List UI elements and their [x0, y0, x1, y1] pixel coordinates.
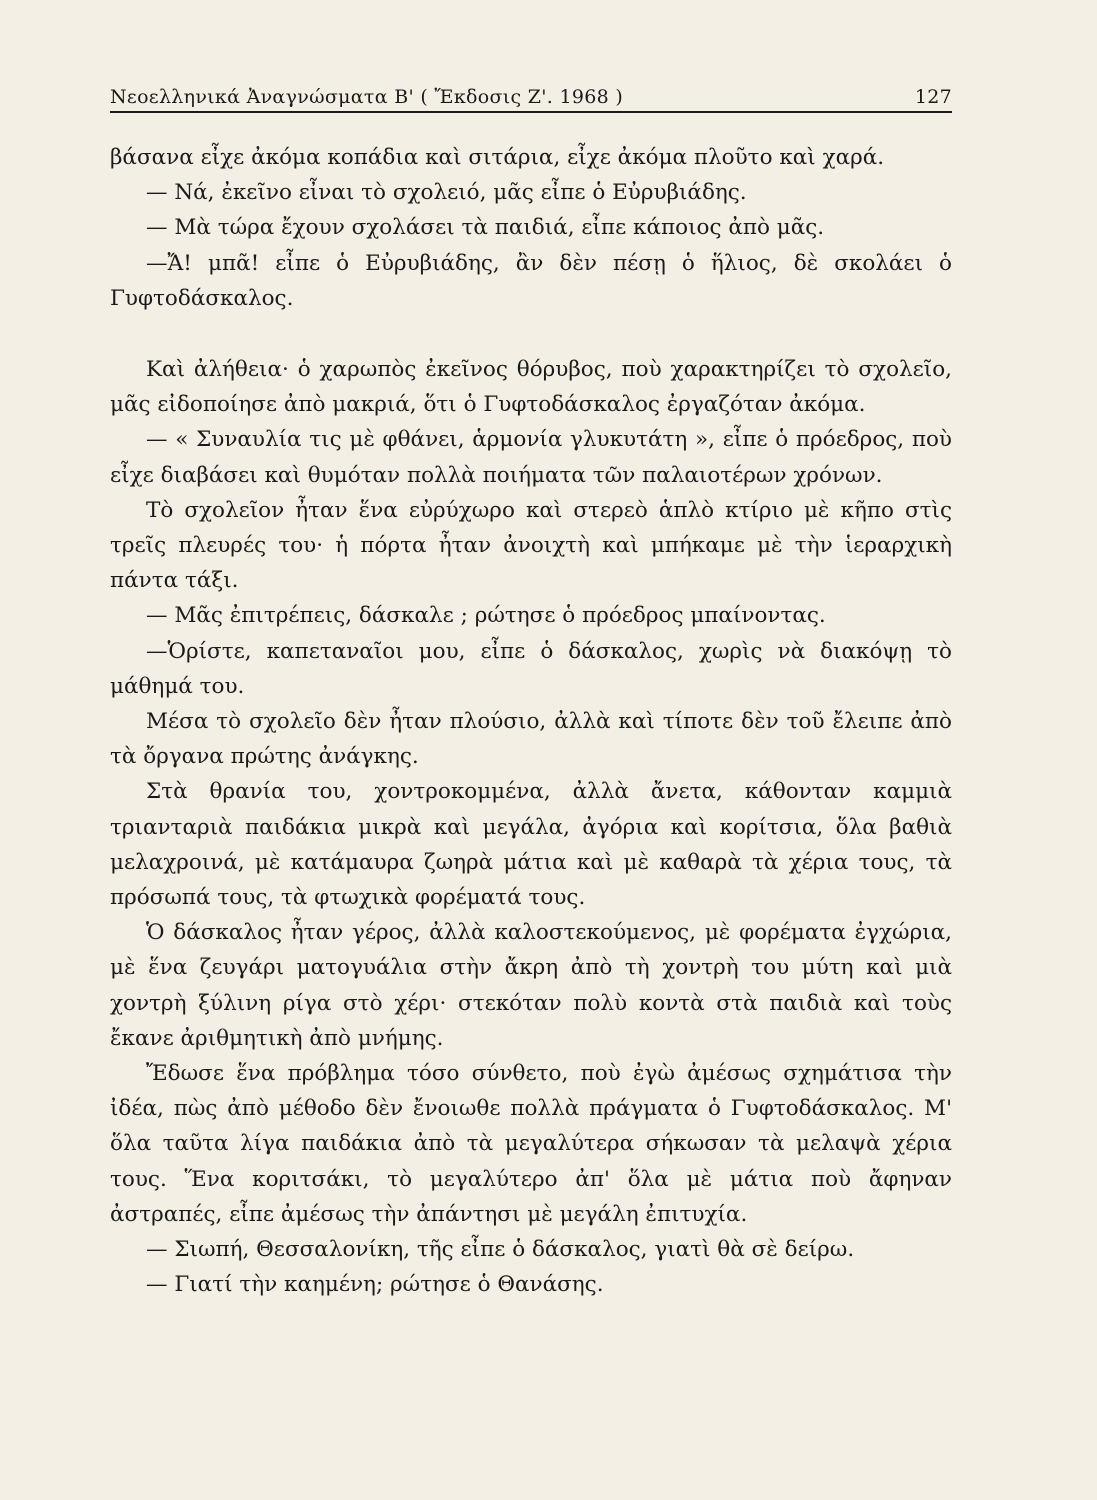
paragraph: —Ὁρίστε, καπεταναῖοι μου, εἶπε ὁ δάσκαλος, χωρὶς νὰ διακόψῃ τὸ μάθημά του.: [110, 638, 952, 699]
paragraph: — Μᾶς ἐπιτρέπεις, δάσκαλε ; ρώτησε ὁ πρόεδρος μπαίνοντας.: [146, 603, 826, 629]
paragraph: —Ἄ! μπᾶ! εἶπε ὁ Εὐρυβιάδης, ἂν δὲν πέσῃ ὁ ἥλιος, δὲ σκολάει ὁ Γυφτοδάσκαλος.: [110, 250, 952, 311]
paragraph: — Γιατί τὴν καημένη; ρώτησε ὁ Θανάσης.: [146, 1272, 604, 1298]
header-rule: [110, 111, 952, 113]
paragraph: βάσανα εἶχε ἀκόμα κοπάδια καὶ σιτάρια, εἶχε ἀκόμα πλοῦτο καὶ χαρά.: [110, 145, 885, 170]
paragraph: Ὁ δάσκαλος ἦταν γέρος, ἀλλὰ καλοστεκούμενος, μὲ φορέματα ἐγχώρια, μὲ ἕνα ζευγάρι ματογυάλια στὴν ἄκρη ἀπὸ τὴ χοντρὴ του μύτη καὶ μιὰ χοντρὴ ξύλινη ρίγα στὸ χέρι· στεκόταν πολὺ κοντὰ στὰ παιδιὰ καὶ τοὺς ἔκανε ἀριθμητικὴ ἀπὸ μνήμης.: [110, 920, 952, 1051]
paragraph: Τὸ σχολεῖον ἦταν ἕνα εὐρύχωρο καὶ στερεὸ ἁπλὸ κτίριο μὲ κῆπο στὶς τρεῖς πλευρές του· ἡ πόρτα ἦταν ἀνοιχτὴ καὶ μπήκαμε μὲ τὴν ἱεραρχικὴ πάντα τάξι.: [110, 497, 952, 594]
paragraph: — Νά, ἐκεῖνο εἶναι τὸ σχολειό, μᾶς εἶπε ὁ Εὐρυβιάδης.: [146, 180, 747, 206]
page-number: 127: [914, 86, 952, 108]
paragraph: Στὰ θρανία του, χοντροκομμένα, ἀλλὰ ἄνετα, κάθονταν καμμιὰ τριανταριὰ παιδάκια μικρὰ καὶ μεγάλα, ἀγόρια καὶ κορίτσια, ὅλα βαθιὰ μελαχροινά, μὲ κατάμαυρα ζωηρὰ μάτια καὶ μὲ καθαρὰ τὰ χέρια τους, τὰ πρόσωπά τους, τὰ φτωχικὰ φορέματά τους.: [110, 779, 952, 911]
paragraph: — Μὰ τώρα ἔχουν σχολάσει τὰ παιδιά, εἶπε κάποιος ἀπὸ μᾶς.: [146, 215, 825, 241]
paragraph: Μέσα τὸ σχολεῖο δὲν ἦταν πλούσιο, ἀλλὰ καὶ τίποτε δὲν τοῦ ἔλειπε ἀπὸ τὰ ὄργανα πρώτης ἀνάγκης.: [110, 709, 952, 770]
paragraph: — Σιωπή, Θεσσαλονίκη, τῆς εἶπε ὁ δάσκαλος, γιατὶ θὰ σὲ δείρω.: [146, 1237, 855, 1263]
running-head: [110, 74, 952, 108]
body-text: [110, 140, 952, 1303]
paragraph: Καὶ ἀλήθεια· ὁ χαρωπὸς ἐκεῖνος θόρυβος, ποὺ χαρακτηρίζει τὸ σχολεῖο, μᾶς εἰδοποίησε ἀπὸ μακριά, ὅτι ὁ Γυφτοδάσκαλος ἐργαζόταν ἀκόμα.: [110, 357, 952, 418]
paragraph: — « Συναυλία τις μὲ φθάνει, ἁρμονία γλυκυτάτη », εἶπε ὁ πρόεδρος, ποὺ εἶχε διαβάσει καὶ θυμόταν πολλὰ ποιήματα τῶν παλαιοτέρων χρόνων.: [110, 427, 952, 488]
running-head-title: Νεοελληνικά Ἀναγνώσματα Β' ( Ἔκδοσις Ζ'. 1968 ): [110, 86, 624, 108]
paragraph: Ἔδωσε ἕνα πρόβλημα τόσο σύνθετο, ποὺ ἐγὼ ἀμέσως σχημάτισα τὴν ἰδέα, πὼς ἀπὸ μέθοδο δὲν ἔνοιωθε πολλὰ πράγματα ὁ Γυφτοδάσκαλος. Μ' ὅλα ταῦτα λίγα παιδάκια ἀπὸ τὰ μεγαλύτερα σήκωσαν τὰ μελαψὰ χέρια τους. Ἕνα κοριτσάκι, τὸ μεγαλύτερο ἀπ' ὅλα μὲ μάτια ποὺ ἄφηναν ἀστραπές, εἶπε ἀμέσως τὴν ἀπάντησι μὲ μεγάλη ἐπιτυχία.: [110, 1061, 952, 1227]
